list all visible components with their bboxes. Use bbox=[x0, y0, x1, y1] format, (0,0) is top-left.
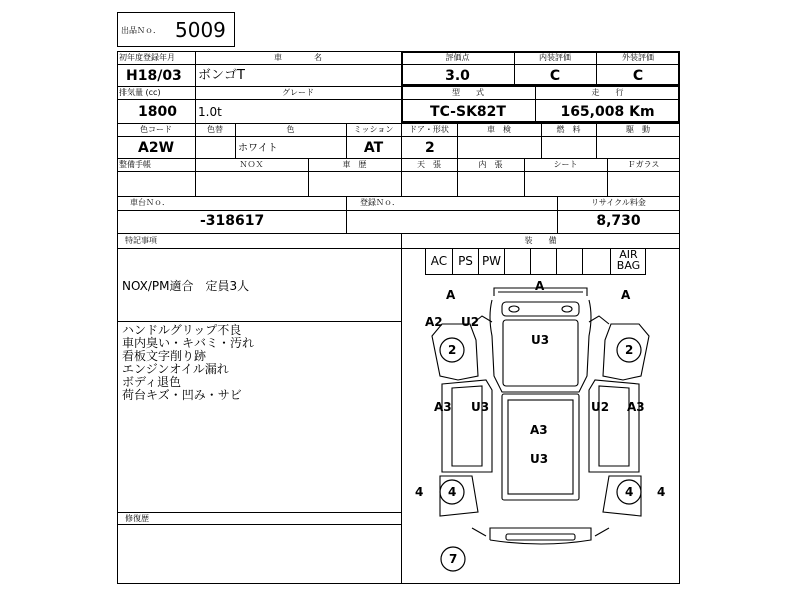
note-line: ボディ退色 bbox=[122, 375, 182, 389]
chassis-number-label: 車台Ｎｏ． bbox=[130, 198, 170, 207]
mark-door-right-inner: U2 bbox=[591, 400, 610, 414]
exterior-score-label: 外装評価 bbox=[622, 53, 654, 62]
mark-bed-lower: U3 bbox=[530, 452, 549, 466]
roof-lining-label: 天 張 bbox=[417, 160, 441, 169]
mark-bed-upper: A3 bbox=[530, 423, 548, 437]
mark-door-left-inner: U3 bbox=[471, 400, 490, 414]
rear-bumper-outline bbox=[490, 528, 591, 544]
transmission-label: ミッション bbox=[353, 125, 394, 134]
interior-score-value: C bbox=[549, 68, 561, 84]
car-history-label: 車 歴 bbox=[342, 160, 367, 169]
nox-label: ＮＯＸ bbox=[239, 160, 264, 169]
note-line: 車内臭い・キバミ・汚れ bbox=[122, 336, 255, 350]
note-line: 荷台キズ・凹み・サビ bbox=[122, 388, 242, 402]
notes-list bbox=[122, 324, 254, 402]
displacement-label: 排気量 (cc) bbox=[119, 88, 161, 97]
mark-front-right: A bbox=[621, 288, 631, 302]
first-registration-label: 初年度登録年月 bbox=[119, 53, 175, 62]
truck-bed-outline bbox=[502, 394, 579, 500]
recycle-fee-value: 8,730 bbox=[596, 213, 641, 229]
score-label: 評価点 bbox=[445, 53, 470, 62]
model-label: 型 式 bbox=[452, 88, 484, 97]
grade-label: グレード bbox=[282, 88, 314, 97]
car-name-label: 車 名 bbox=[274, 53, 322, 62]
color-code-label: 色コード bbox=[140, 125, 172, 134]
equipment-pw: PW bbox=[481, 254, 502, 268]
car-name-value: ボンゴT bbox=[198, 68, 245, 83]
listing-number-value: 5009 bbox=[175, 18, 226, 42]
score-value: 3.0 bbox=[445, 68, 470, 84]
mark-rear-left-outer: 4 bbox=[415, 485, 424, 499]
fuel-label: 燃 料 bbox=[556, 125, 581, 134]
mark-rear: 7 bbox=[449, 552, 458, 566]
first-registration-value: H18/03 bbox=[126, 68, 182, 84]
notes-label: 特記事項 bbox=[125, 236, 157, 245]
recycle-fee-label: リサイクル料金 bbox=[591, 198, 646, 207]
mark-cab-roof: U3 bbox=[531, 333, 550, 347]
front-glass-label: Ｆガラス bbox=[627, 160, 660, 169]
chassis-number-value: -318617 bbox=[200, 213, 265, 229]
note-line: 看板文字削り跡 bbox=[122, 349, 207, 363]
equipment-ac: AC bbox=[430, 254, 448, 268]
interior-trim-label: 内 張 bbox=[478, 160, 503, 169]
mark-rear-left-inner: 4 bbox=[448, 485, 457, 499]
repair-history-label: 修復歴 bbox=[125, 514, 149, 523]
equipment-ps: PS bbox=[458, 254, 473, 268]
note-line: ハンドルグリップ不良 bbox=[122, 323, 242, 337]
maintenance-book-label: 整備手帳 bbox=[119, 160, 151, 169]
door-label: ドア・形状 bbox=[409, 125, 449, 134]
drive-label: 駆 動 bbox=[626, 125, 650, 134]
color-code-value: A2W bbox=[138, 140, 175, 156]
color-value: ホワイト bbox=[238, 143, 278, 154]
mark-front-center: A bbox=[535, 279, 545, 293]
equipment-airbag: AIR BAG bbox=[616, 248, 641, 272]
mark-rear-right-inner: 4 bbox=[625, 485, 634, 499]
color-label: 色 bbox=[286, 125, 295, 134]
emblem-outline bbox=[509, 306, 519, 312]
transmission-value: AT bbox=[363, 140, 384, 156]
interior-score-label: 内装評価 bbox=[539, 53, 571, 62]
left-door-outline bbox=[442, 380, 492, 472]
seat-label: シート bbox=[553, 160, 578, 169]
color-change-label: 色替 bbox=[207, 125, 223, 134]
mark-door-left: A3 bbox=[434, 400, 452, 414]
mark-hood-left: A2 bbox=[425, 315, 443, 329]
cab-roof-outline bbox=[503, 320, 578, 386]
model-value: TC-SK82T bbox=[430, 104, 506, 120]
equipment-label: 装 備 bbox=[524, 236, 557, 245]
grille-outline bbox=[502, 302, 579, 316]
mark-fender-right: 2 bbox=[625, 343, 634, 357]
mark-door-right: A3 bbox=[627, 400, 645, 414]
note-line: エンジンオイル漏れ bbox=[122, 362, 229, 376]
listing-number-label: 出品Ｎｏ． bbox=[121, 26, 161, 35]
mark-front-left: A bbox=[446, 288, 456, 302]
mark-rear-right-outer: 4 bbox=[657, 485, 666, 499]
displacement-value: 1800 bbox=[138, 104, 177, 120]
mark-fender-left: 2 bbox=[448, 343, 457, 357]
exterior-score-value: C bbox=[632, 68, 644, 84]
door-value: 2 bbox=[425, 140, 435, 156]
mark-hood-center: U2 bbox=[461, 315, 480, 329]
inspection-label: 車 検 bbox=[487, 125, 511, 134]
nox-pm-note: NOX/PM適合 定員3人 bbox=[122, 279, 250, 293]
registration-number-label: 登録Ｎｏ． bbox=[360, 198, 400, 207]
right-door-outline bbox=[589, 380, 639, 472]
mileage-value: 165,008 Km bbox=[560, 104, 655, 120]
mileage-label: 走 行 bbox=[591, 88, 624, 97]
grade-value: 1.0t bbox=[198, 105, 222, 119]
